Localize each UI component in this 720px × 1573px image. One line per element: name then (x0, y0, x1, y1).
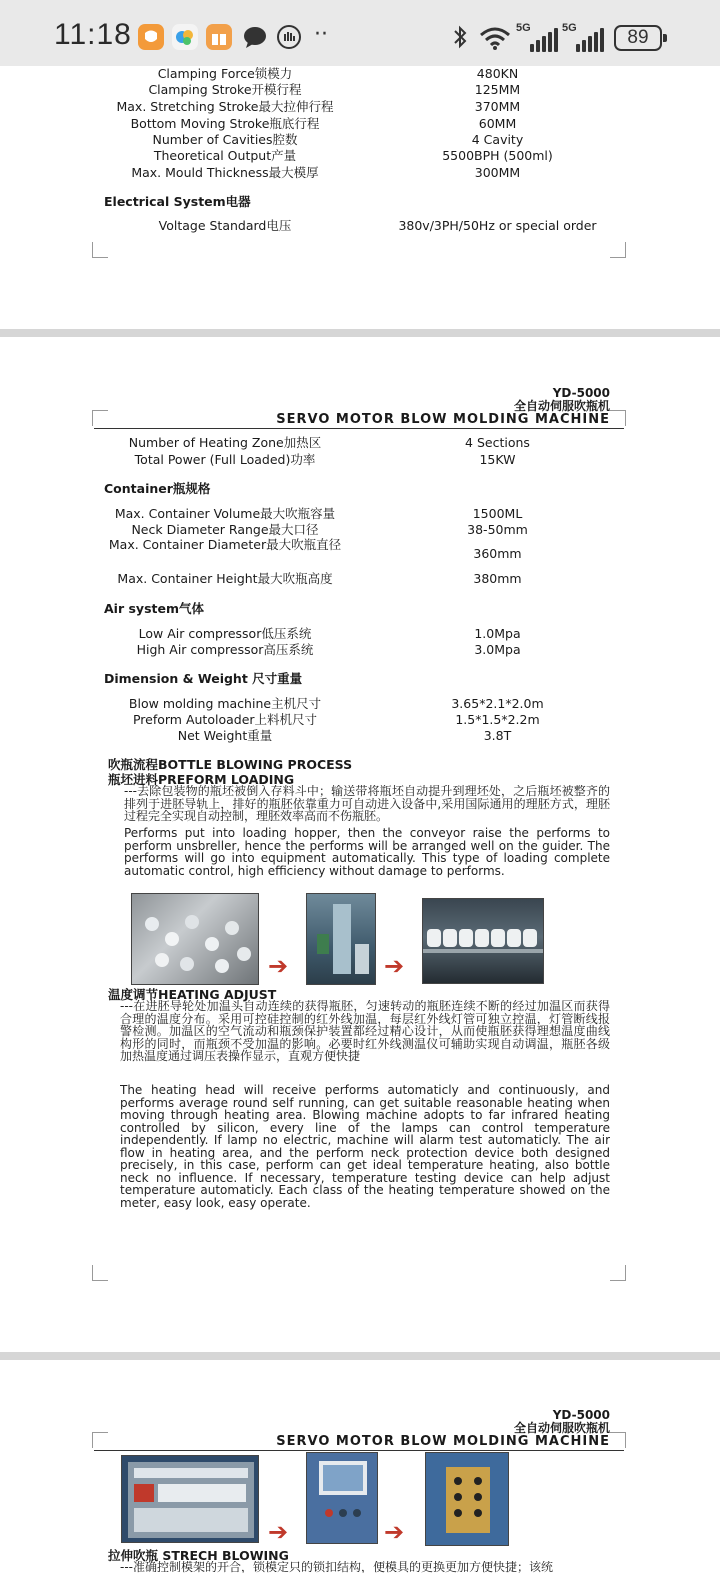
page-separator (0, 329, 720, 337)
header-rule (94, 428, 624, 429)
spec-row (100, 116, 620, 132)
spec-row (100, 537, 620, 562)
spec-label: Max. Container Diameter最大吹瓶直径 (108, 537, 342, 552)
spec-label: Preform Autoloader上料机尺寸 (132, 712, 318, 727)
doc-header (110, 1409, 610, 1448)
spec-value: 15KW (479, 452, 516, 467)
stretch-cn-text: ---准确控制模架的开合，锁模定只的锁扣结构，便模具的更换更加方便快捷；该统 (120, 1561, 553, 1573)
spec-label: Max. Mould Thickness最大模厚 (131, 165, 319, 180)
wifi-icon (478, 26, 512, 50)
page-corner-mark (610, 1265, 626, 1281)
stretch-title: 拉伸吹瓶 STRECH BLOWING (108, 1548, 289, 1563)
spec-label: Theoretical Output产量 (153, 148, 297, 163)
spec-value: 3.0Mpa (474, 642, 521, 657)
more-dots-icon: ·· (314, 22, 328, 47)
spec-value: 4 Cavity (471, 132, 524, 147)
page-corner-mark (92, 242, 108, 258)
control-panel-photo (306, 1452, 378, 1544)
spec-value: 1.0Mpa (474, 626, 521, 641)
control-cabinet-photo (121, 1455, 259, 1543)
loading-en-text: Performs put into loading hopper, then the conveyor raise the performs to perform unsbreller, hence the performs will be arranged well on the guider. The performs will go into equipment automatically. This type of loading complete automatic control, high efficiency without damage to performs. (124, 827, 610, 878)
spec-label: Clamping Stroke开模行程 (148, 82, 302, 97)
page-corner-mark (92, 1432, 108, 1448)
flow-arrow-icon: ➔ (384, 952, 405, 980)
spec-value: 60MM (478, 116, 517, 131)
cn-title: 全自动伺服吹瓶机 (513, 399, 610, 413)
page-corner-mark (610, 410, 626, 426)
cell-signal-2-icon: 5G (562, 26, 608, 52)
spec-label: High Air compressor高压系统 (136, 642, 314, 657)
model-number: YD-5000 (552, 1408, 610, 1422)
spec-label: Bottom Moving Stroke瓶底行程 (130, 116, 320, 131)
spec-row (100, 132, 620, 148)
spec-row (100, 506, 620, 522)
heating-cn-text: ---在进胚导轮处加温头自动连续的获得瓶胚，匀速转动的瓶胚连续不断的经过加温区而获得合理的温度分布。采用可控硅控制的红外线加温，每层红外线灯管可独立控温，灯管断线报警检测。加温区的空气流动和瓶颈保护装置都经过精心设计，从而使瓶胚获得理想温度曲线构形的同时，而瓶颈不受加温的影响。必要时红外线测温仪可辅助实现自动调温，瓶胚各级加热温度通过调压表操作显示，直观方便快捷 (120, 1000, 610, 1063)
page-corner-mark (610, 242, 626, 258)
battery-indicator: 89 (614, 25, 662, 51)
flow-arrow-icon: ➔ (384, 1518, 405, 1546)
cn-title: 全自动伺服吹瓶机 (513, 1421, 610, 1435)
spec-value: 480KN (476, 66, 519, 81)
spec-row (100, 522, 620, 538)
section-title-air: Air system气体 (104, 601, 204, 616)
spec-row (100, 218, 620, 234)
model-number: YD-5000 (552, 386, 610, 400)
spec-row (100, 148, 620, 164)
spec-value: 380v/3PH/50Hz or special order (398, 218, 597, 233)
spec-row (100, 66, 620, 82)
flow-arrow-icon: ➔ (268, 1518, 289, 1546)
header-rule (94, 1450, 624, 1451)
spec-row (100, 435, 620, 451)
spec-label: Voltage Standard电压 (158, 218, 292, 233)
app-orange-icon (138, 24, 164, 50)
spec-value: 3.65*2.1*2.0m (451, 696, 544, 711)
spec-row (100, 642, 620, 658)
status-bar (0, 0, 720, 66)
clock: 11:18 (54, 18, 132, 51)
spec-row (100, 571, 620, 587)
spec-value: 360mm (473, 546, 522, 561)
app-colorful-icon (172, 24, 198, 50)
loading-cn-text: ---去除包装物的瓶坯被倒入存料斗中；输送带将瓶坯自动提升到理坯处，之后瓶坯被整齐的排列于进胚导轨上，排好的瓶胚依靠重力可自动进入设备中,采用国际通用的理胚方式，理胚过程完全实现自动控制，理胚效率高而不伤瓶胚。 (124, 785, 610, 823)
cell-signal-1-icon: 5G (516, 26, 562, 52)
spec-value: 1500ML (472, 506, 523, 521)
spec-row (100, 728, 620, 744)
chat-bubble-icon (242, 24, 268, 50)
bluetooth-icon (452, 24, 468, 56)
section-title-container: Container瓶规格 (104, 481, 211, 496)
spec-value: 38-50mm (467, 522, 528, 537)
spec-label: Max. Container Height最大吹瓶高度 (117, 571, 333, 586)
spec-label: Total Power (Full Loaded)功率 (134, 452, 316, 467)
loading-title: 瓶坯进料PREFORM LOADING (108, 772, 295, 787)
preform-hopper-photo (131, 893, 259, 985)
app-gift-icon (206, 24, 232, 50)
preform-elevator-photo (306, 893, 376, 985)
doc-header (110, 387, 610, 426)
spec-row (100, 712, 620, 728)
spec-value: 370MM (474, 99, 521, 114)
spec-row (100, 696, 620, 712)
spec-value: 380mm (473, 571, 522, 586)
page-separator (0, 1352, 720, 1360)
spec-label: Net Weight重量 (177, 728, 273, 743)
button-panel-photo (425, 1452, 509, 1546)
spec-row (100, 165, 620, 181)
spec-label: Blow molding machine主机尺寸 (128, 696, 322, 711)
spec-row (100, 82, 620, 98)
page-corner-mark (92, 410, 108, 426)
spec-label: Number of Cavities腔数 (152, 132, 298, 147)
spec-row (100, 626, 620, 642)
spec-value: 5500BPH (500ml) (442, 148, 553, 163)
preform-rail-photo (422, 898, 544, 984)
spec-value: 3.8T (483, 728, 512, 743)
process-title: 吹瓶流程BOTTLE BLOWING PROCESS (108, 757, 353, 772)
spec-value: 4 Sections (465, 435, 530, 450)
spec-value: 125MM (474, 82, 521, 97)
page-corner-mark (610, 1432, 626, 1448)
gesture-hand-icon (276, 24, 302, 50)
spec-row (100, 452, 620, 468)
spec-value: 300MM (474, 165, 521, 180)
spec-label: Neck Diameter Range最大口径 (131, 522, 319, 537)
spec-label: Clamping Force锁模力 (157, 66, 293, 81)
spec-label: Max. Stretching Stroke最大拉伸行程 (116, 99, 334, 114)
en-title: SERVO MOTOR BLOW MOLDING MACHINE (276, 412, 610, 427)
spec-label: Low Air compressor低压系统 (138, 626, 312, 641)
heating-title: 温度调节HEATING ADJUST (108, 987, 277, 1002)
page-corner-mark (92, 1265, 108, 1281)
en-title: SERVO MOTOR BLOW MOLDING MACHINE (276, 1434, 610, 1449)
flow-arrow-icon: ➔ (268, 952, 289, 980)
heating-en-text: The heating head will receive performs automaticly and continuously, and performs average round self running, can get suitable reasonable heating when moving through heating area. Blowing machine adopts to far infrared heating controlled by silicon, every line of the lamps can control temperature independently. If lamp no electric, machine will alarm test automaticly. The air flow in heating area, and the perform neck protection device both designed precisely, in this case, perform can get ideal temperature heating, also bottle neck no influence. If necessary, temperature testing device can help adjust temperature automaticly. Each class of the heating temperature showed on the meter, easy look, easy operate. (120, 1084, 610, 1210)
spec-value: 1.5*1.5*2.2m (455, 712, 540, 727)
section-title-electrical: Electrical System电器 (104, 194, 251, 209)
section-title-dimension: Dimension & Weight 尺寸重量 (104, 671, 303, 686)
spec-row (100, 99, 620, 115)
spec-label: Max. Container Volume最大吹瓶容量 (114, 506, 336, 521)
spec-label: Number of Heating Zone加热区 (128, 435, 322, 450)
